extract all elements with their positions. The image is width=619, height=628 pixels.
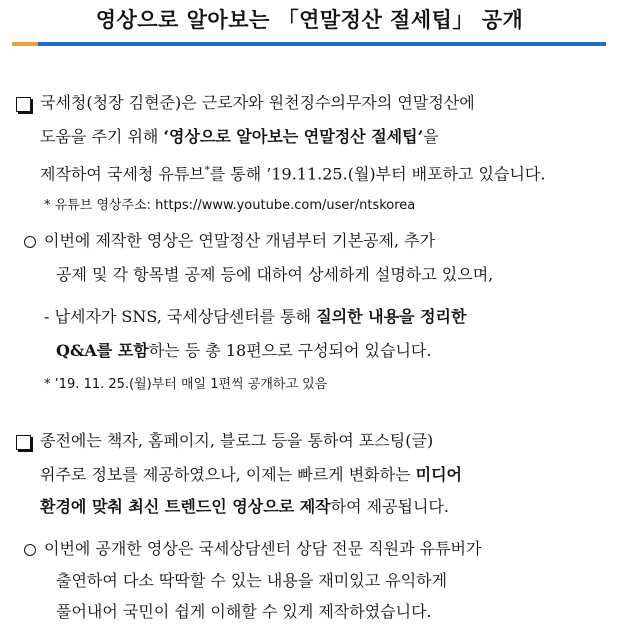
text-span: 하여 제공됩니다. bbox=[330, 497, 449, 516]
text-span: 를 통해 ’19.11.25.(월)부터 배포하고 있습니다. bbox=[209, 164, 546, 184]
paragraph-line: 이번에 공개한 영상은 국세상담센터 상담 전문 직원과 유튜버가 bbox=[44, 539, 482, 558]
emphasis-text: 미디어 bbox=[415, 465, 463, 484]
title-rule bbox=[12, 42, 606, 46]
emphasis-text: ‘영상으로 알아보는 연말정산 절세팁’ bbox=[163, 127, 424, 146]
text-span: 위주로 정보를 제공하였으나, 이제는 빠르게 변화하는 bbox=[40, 465, 416, 484]
footnote: * ’19. 11. 25.(월)부터 매일 1편씩 공개하고 있음 bbox=[44, 377, 328, 392]
paragraph-line bbox=[40, 161, 545, 184]
paragraph-line: 종전에는 책자, 홈페이지, 블로그 등을 통하여 포스팅(글) bbox=[40, 431, 434, 450]
text-span: 을 bbox=[423, 127, 439, 146]
paragraph-line bbox=[44, 307, 466, 327]
circle-bullet-icon bbox=[24, 544, 36, 556]
paragraph-line: 이번에 제작한 영상은 연말정산 개념부터 기본공제, 추가 bbox=[44, 231, 436, 250]
paragraph-line bbox=[40, 127, 439, 147]
paragraph-line: 출연하여 다소 딱딱할 수 있는 내용을 재미있고 유익하게 bbox=[56, 571, 448, 590]
title-rule-accent bbox=[12, 42, 38, 46]
circle-bullet-icon bbox=[24, 236, 36, 248]
checkbox-bullet bbox=[16, 435, 31, 450]
text-span: - 납세자가 SNS, 국세상담센터를 통해 bbox=[44, 307, 317, 326]
emphasis-text: Q&A를 포함 bbox=[56, 341, 149, 360]
text-span: 하는 등 총 18편으로 구성되어 있습니다. bbox=[148, 341, 432, 360]
text-span: 도움을 주기 위해 bbox=[40, 127, 164, 146]
paragraph-line bbox=[56, 341, 431, 361]
paragraph-line bbox=[40, 465, 462, 485]
paragraph-line: 공제 및 각 항목별 공제 등에 대하여 상세하게 설명하고 있으며, bbox=[56, 265, 494, 284]
footnote-marker: * bbox=[204, 165, 210, 176]
emphasis-text: 질의한 내용을 정리한 bbox=[316, 307, 467, 326]
page-title: 영상으로 알아보는 「연말정산 절세팁」 공개 bbox=[95, 8, 524, 32]
checkbox-bullet bbox=[16, 97, 31, 112]
paragraph-line: 풀어내어 국민이 쉽게 이해할 수 있게 제작하였습니다. bbox=[56, 602, 432, 621]
paragraph-line bbox=[40, 497, 449, 517]
paragraph-line: 국세청(청장 김현준)은 근로자와 원천징수의무자의 연말정산에 bbox=[40, 93, 475, 112]
footnote: * 유튜브 영상주소: https://www.youtube.com/user/ntskorea bbox=[44, 198, 416, 213]
text-span: 제작하여 국세청 유튜브 bbox=[40, 164, 205, 184]
emphasis-text: 환경에 맞춰 최신 트렌드인 영상으로 제작 bbox=[40, 497, 331, 516]
